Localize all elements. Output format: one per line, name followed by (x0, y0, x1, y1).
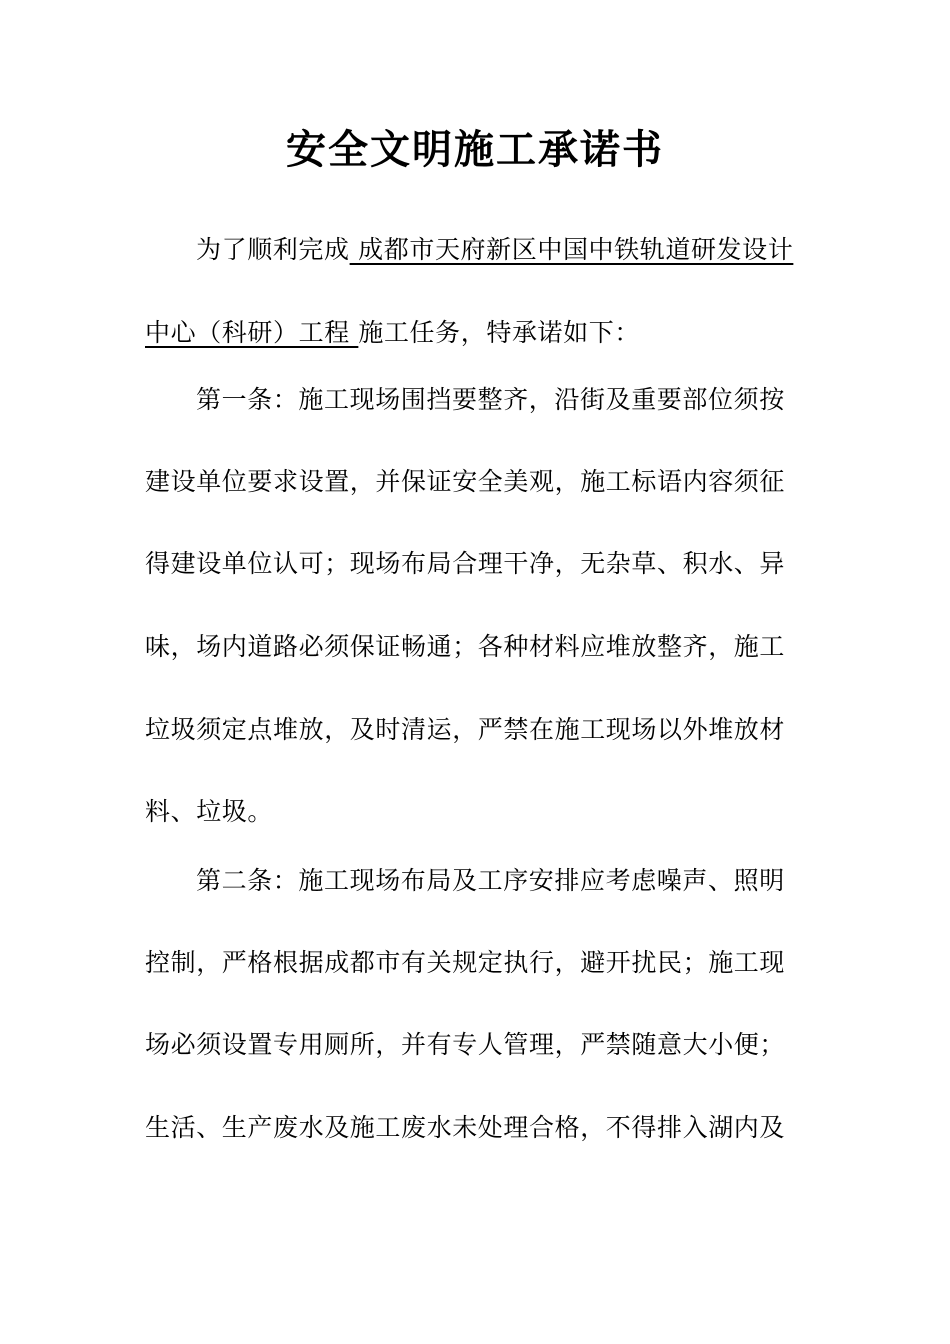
article-2-line-4: 生活、生产废水及施工废水未处理合格，不得排入湖内及 (145, 1113, 786, 1142)
article-2-line-3: 场必须设置专用厕所，并有专人管理，严禁随意大小便； (145, 1030, 786, 1059)
article-1-line-5: 垃圾须定点堆放，及时清运，严禁在施工现场以外堆放材 (145, 715, 786, 744)
project-name-part-2: 中心（科研）工程 (145, 318, 359, 347)
article-1-line-4: 味，场内道路必须保证畅通；各种材料应堆放整齐，施工 (145, 632, 786, 661)
document-title: 安全文明施工承诺书 (286, 126, 664, 173)
intro-text-end: 施工任务，特承诺如下： (358, 318, 640, 347)
project-name-part-1: 成都市天府新区中国中铁轨道研发设计 (349, 235, 794, 264)
intro-text: 为了顺利完成 (196, 235, 350, 264)
article-1-line-3: 得建设单位认可；现场布局合理干净，无杂草、积水、异 (145, 549, 786, 578)
intro-line-2 (145, 313, 640, 353)
article-2-line-2: 控制，严格根据成都市有关规定执行，避开扰民；施工现 (145, 948, 786, 977)
intro-line-1 (196, 230, 793, 270)
article-1-line-6: 料、垃圾。 (145, 797, 274, 826)
article-1-line-2: 建设单位要求设置，并保证安全美观，施工标语内容须征 (145, 467, 786, 496)
article-2-line-1: 第二条：施工现场布局及工序安排应考虑噪声、照明 (196, 866, 785, 895)
article-1-line-1: 第一条：施工现场围挡要整齐，沿街及重要部位须按 (196, 385, 785, 414)
